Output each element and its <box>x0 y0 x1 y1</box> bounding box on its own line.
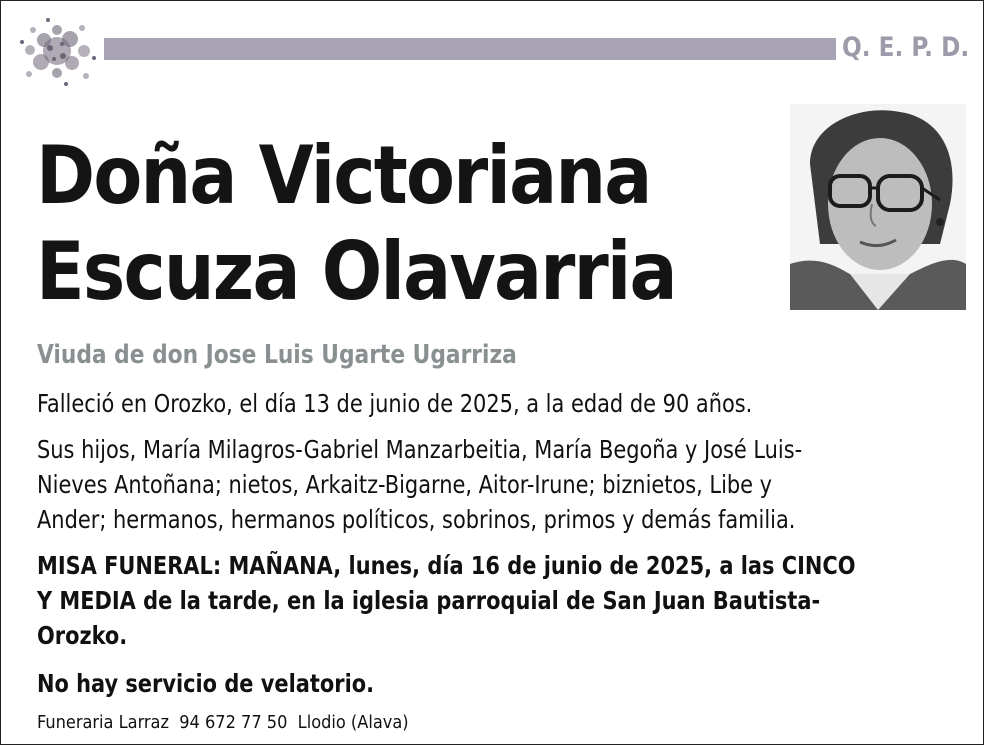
header-bar <box>104 38 836 60</box>
mass-line-3: Orozko. <box>37 621 128 650</box>
qepd-label: Q. E. P. D. <box>842 32 970 63</box>
funeral-mass-paragraph <box>37 548 865 653</box>
mass-line-2: Y MEDIA de la tarde, en la iglesia parroquial de San Juan Bautista- <box>37 586 821 615</box>
deceased-name <box>36 128 676 320</box>
floral-ornament-icon <box>14 12 100 90</box>
deceased-name-line-1: Doña Victoriana <box>36 129 651 222</box>
mass-line-1: MISA FUNERAL: MAÑANA, lunes, día 16 de junio de 2025, a las CINCO <box>37 551 856 580</box>
family-line-2: Nieves Antoñana; nietos, Arkaitz-Bigarne, Aitor-Irune; biznietos, Libe y <box>37 470 773 499</box>
widow-of-line: Viuda de don Jose Luis Ugarte Ugarriza <box>37 340 517 370</box>
velatorio-notice: No hay servicio de velatorio. <box>37 669 375 698</box>
death-notice: Falleció en Orozko, el día 13 de junio de 2025, a la edad de 90 años. <box>37 389 753 418</box>
funeral-home-footer: Funeraria Larraz 94 672 77 50 Llodio (Alava) <box>37 712 409 733</box>
family-paragraph <box>37 432 865 537</box>
deceased-portrait <box>790 104 966 310</box>
deceased-name-line-2: Escuza Olavarria <box>36 225 676 318</box>
family-line-3: Ander; hermanos, hermanos políticos, sobrinos, primos y demás familia. <box>37 505 796 534</box>
family-line-1: Sus hijos, María Milagros-Gabriel Manzarbeitia, María Begoña y José Luis- <box>37 435 803 464</box>
